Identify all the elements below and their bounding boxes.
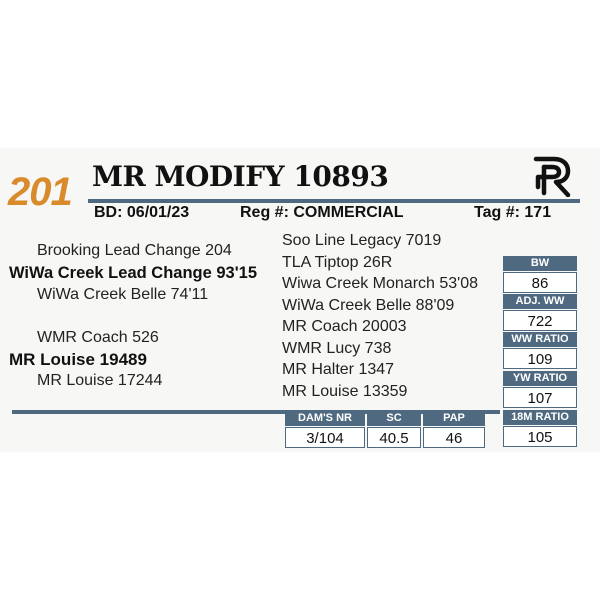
adj-ww-value: 722 [503, 310, 577, 331]
dam-dam: MR Louise 17244 [37, 372, 163, 389]
registration-number: Reg #: COMMERCIAL [240, 204, 404, 221]
sc-value: 40.5 [367, 427, 421, 448]
birth-date: BD: 06/01/23 [94, 204, 190, 221]
ww-ratio-value: 109 [503, 348, 577, 369]
sire-dam: WiWa Creek Belle 74'11 [37, 286, 209, 303]
yw-ratio-value: 107 [503, 387, 577, 408]
animal-name: MR MODIFY 10893 [92, 160, 389, 193]
gen3-7: MR Halter 1347 [282, 361, 395, 378]
gen3-6: WMR Lucy 738 [282, 340, 392, 357]
ranch-brand-r-icon [530, 155, 574, 197]
gen3-3: Wiwa Creek Monarch 53'08 [282, 275, 479, 292]
yw-ratio-label: YW RATIO [503, 371, 577, 386]
18m-ratio-value: 105 [503, 426, 577, 447]
18m-ratio-label: 18M RATIO [503, 410, 577, 425]
sire-sire: Brooking Lead Change 204 [37, 242, 232, 259]
dams-nr-label: DAM'S NR [285, 411, 365, 426]
dams-nr-value: 3/104 [285, 427, 365, 448]
dam-sire: WMR Coach 526 [37, 329, 159, 346]
header-divider [88, 199, 580, 203]
adj-ww-label: ADJ. WW [503, 294, 577, 309]
sire: WiWa Creek Lead Change 93'15 [9, 264, 257, 282]
dam: MR Louise 19489 [9, 350, 147, 369]
gen3-2: TLA Tiptop 26R [282, 254, 393, 271]
ww-ratio-label: WW RATIO [503, 332, 577, 347]
bw-value: 86 [503, 272, 577, 293]
pap-value: 46 [423, 427, 485, 448]
sc-label: SC [367, 411, 421, 426]
lot-number: 201 [8, 170, 72, 214]
bw-label: BW [503, 256, 577, 271]
gen3-5: MR Coach 20003 [282, 318, 407, 335]
gen3-4: WiWa Creek Belle 88'09 [282, 297, 455, 314]
tag-number: Tag #: 171 [474, 204, 552, 221]
gen3-8: MR Louise 13359 [282, 383, 408, 400]
gen3-1: Soo Line Legacy 7019 [282, 232, 442, 249]
pap-label: PAP [423, 411, 485, 426]
